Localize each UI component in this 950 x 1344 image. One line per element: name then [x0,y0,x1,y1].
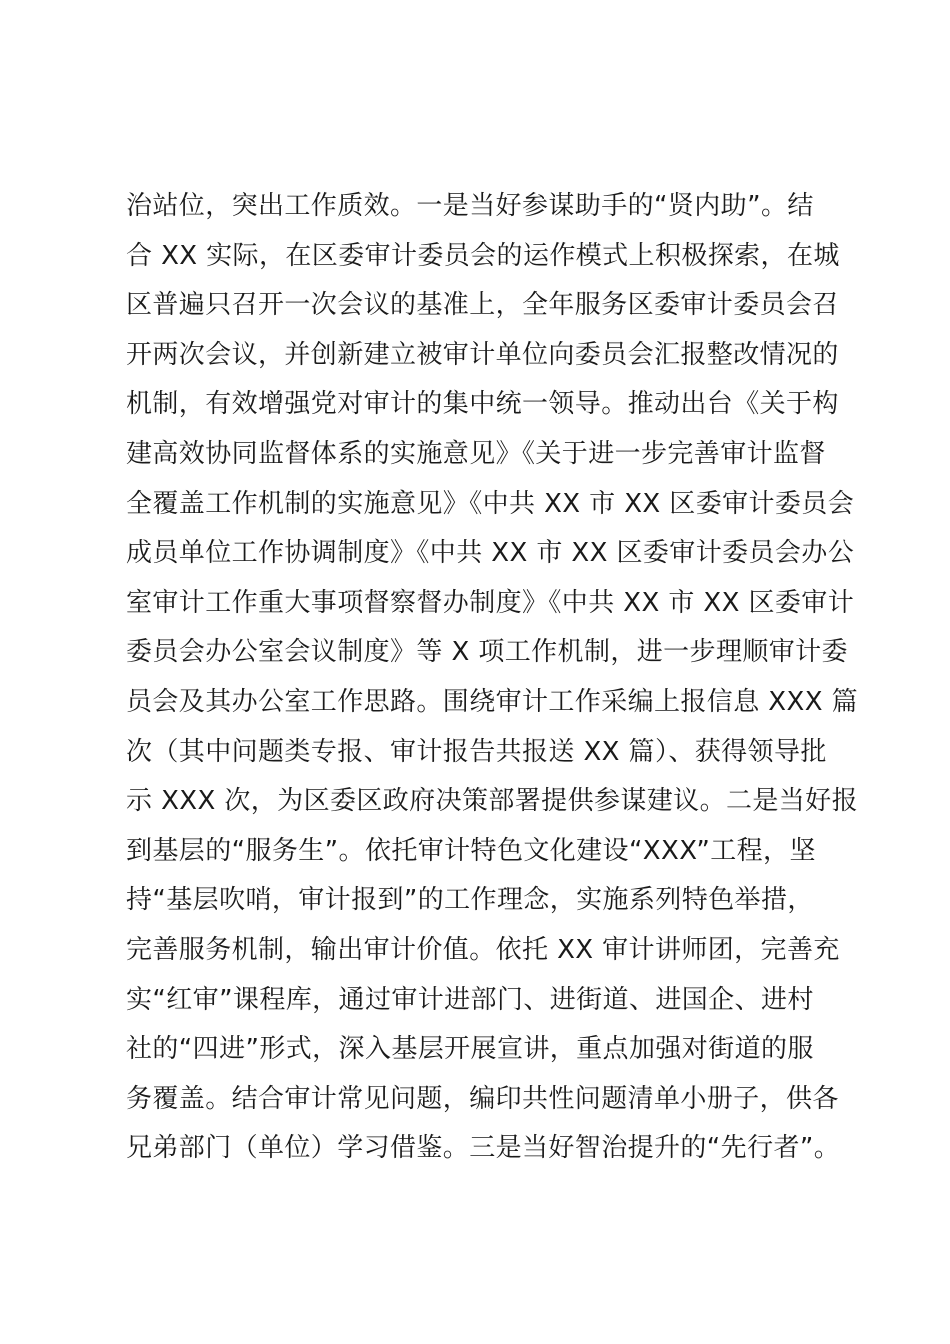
text-line: 开两次会议，并创新建立被审计单位向委员会汇报整改情况的 [126,339,839,370]
text-line: 示 XXX 次，为区委区政府决策部署提供参谋建议。二是当好报 [126,786,858,817]
text-line: 建高效协同监督体系的实施意见》《关于进一步完善审计监督 [126,438,826,469]
text-line: 持“基层吹哨，审计报到”的工作理念，实施系列特色举措， [126,885,814,916]
text-line: 室审计工作重大事项督察督办制度》《中共 XX 市 XX 区委审计 [126,587,855,618]
text-line: 员会及其办公室工作思路。围绕审计工作采编上报信息 XXX 篇 [126,686,858,717]
text-line: 兄弟部门（单位）学习借鉴。三是当好智治提升的“先行者”。 [126,1133,841,1164]
text-line: 实“红审”课程库，通过审计进部门、进街道、进国企、进村 [126,984,814,1015]
text-line: 成员单位工作协调制度》《中共 XX 市 XX 区委审计委员会办公 [126,538,855,569]
text-line: 区普遍只召开一次会议的基准上，全年服务区委审计委员会召 [126,290,839,321]
text-line: 完善服务机制，输出审计价值。依托 XX 审计讲师团，完善充 [126,934,840,965]
text-line: 治站位，突出工作质效。一是当好参谋助手的“贤内助”。结 [126,191,814,221]
text-line: 合 XX 实际，在区委审计委员会的运作模式上积极探索，在城 [126,240,840,271]
text-line: 委员会办公室会议制度》等 X 项工作机制，进一步理顺审计委 [126,637,848,668]
text-line: 次（其中问题类专报、审计报告共报送 XX 篇）、获得领导批 [126,736,827,767]
body-paragraph [126,182,858,1174]
text-line: 到基层的“服务生”。依托审计特色文化建设“XXX”工程，坚 [126,835,816,866]
text-line: 务覆盖。结合审计常见问题，编印共性问题清单小册子，供各 [126,1083,839,1114]
text-line: 全覆盖工作机制的实施意见》《中共 XX 市 XX 区委审计委员会 [126,488,855,519]
text-line: 机制，有效增强党对审计的集中统一领导。推动出台《关于构 [126,389,839,420]
text-line: 社的“四进”形式，深入基层开展宣讲，重点加强对街道的服 [126,1034,814,1065]
